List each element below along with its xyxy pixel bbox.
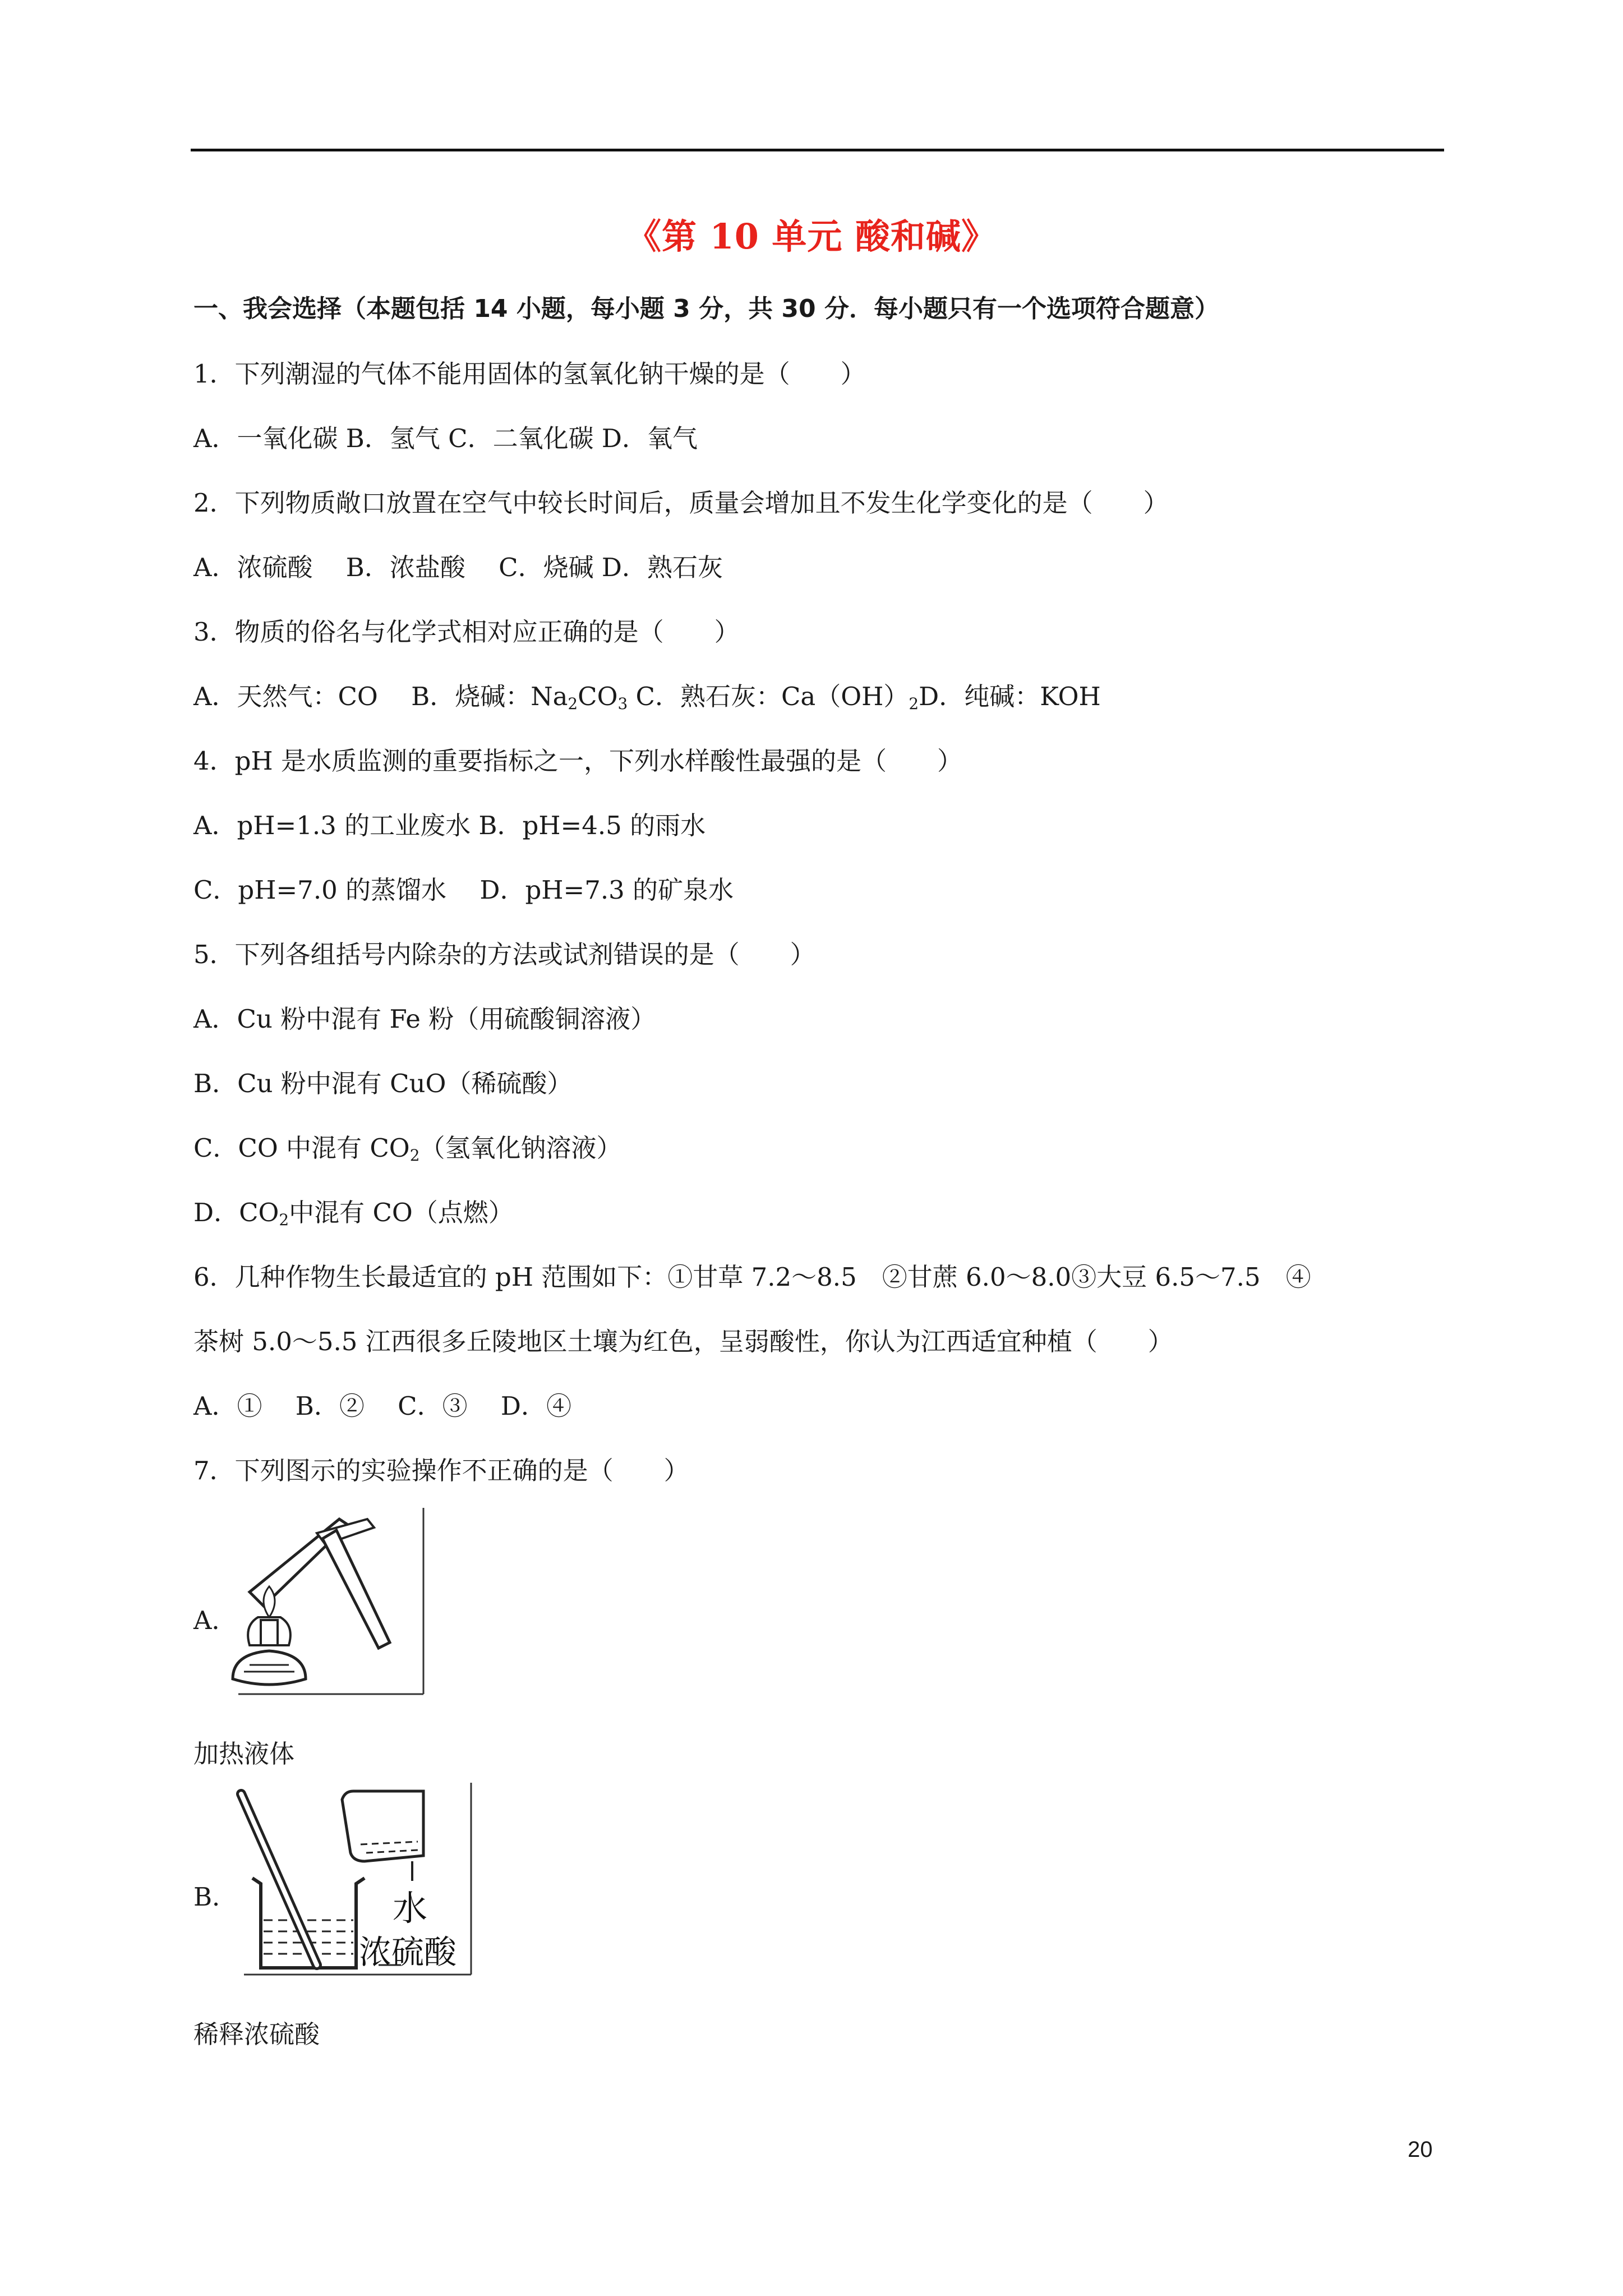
- question-4-options-1: A．pH=1.3 的工业废水 B．pH=4.5 的雨水: [193, 811, 706, 840]
- q7-option-b-caption: 稀释浓硫酸: [193, 2019, 320, 2049]
- page-title: 《第 10 单元 酸和碱》: [626, 216, 997, 257]
- question-4-options-2: C．pH=7.0 的蒸馏水 D．pH=7.3 的矿泉水: [193, 875, 734, 905]
- q3-subscript: 3: [617, 694, 628, 713]
- q3-option-d: D．纯碱：KOH: [919, 682, 1101, 711]
- q5-option-c-post: （氢氧化钠溶液）: [419, 1133, 622, 1163]
- q3-co: CO: [578, 682, 618, 711]
- q3-subscript: 2: [568, 694, 578, 713]
- page-number: 20: [1408, 2137, 1433, 2162]
- question-1-stem: 1．下列潮湿的气体不能用固体的氢氧化钠干燥的是（ ）: [193, 359, 866, 389]
- q7-option-b-label: B．: [193, 1882, 238, 1912]
- question-6-options: A．① B．② C．③ D．④: [193, 1391, 571, 1421]
- question-3-options: [193, 682, 1101, 712]
- question-7-stem: 7．下列图示的实验操作不正确的是（ ）: [193, 1456, 689, 1485]
- q3-option-c: C．熟石灰：Ca（OH）: [628, 682, 909, 711]
- section-heading: 一、我会选择（本题包括 14 小题，每小题 3 分，共 30 分．每小题只有一个选项符合题意）: [193, 295, 1219, 323]
- question-6-stem-1: 6．几种作物生长最适宜的 pH 范围如下：①甘草 7.2～8.5 ②甘蔗 6.0～8.0③大豆 6.5～7.5 ④: [193, 1262, 1311, 1292]
- concentrated-acid-label: 浓硫酸: [359, 1933, 457, 1971]
- q3-option-a-b: A．天然气：CO B．烧碱：Na: [193, 682, 568, 711]
- question-2-options: A．浓硫酸 B．浓盐酸 C．烧碱 D．熟石灰: [193, 553, 723, 582]
- question-2-stem: 2．下列物质敞口放置在空气中较长时间后，质量会增加且不发生化学变化的是（ ）: [193, 488, 1169, 518]
- question-5-option-b: B．Cu 粉中混有 CuO（稀硫酸）: [193, 1069, 573, 1098]
- q5-subscript: 2: [409, 1145, 420, 1165]
- question-5-option-c: [193, 1133, 621, 1163]
- q7-option-a-label: A．: [193, 1605, 237, 1635]
- q5-option-d-post: 中混有 CO（点燃）: [289, 1198, 514, 1227]
- question-1-options: A．一氧化碳 B．氢气 C．二氧化碳 D．氧气: [193, 424, 698, 453]
- question-5-option-a: A．Cu 粉中混有 Fe 粉（用硫酸铜溶液）: [193, 1004, 656, 1034]
- heating-liquid-figure: [227, 1508, 429, 1696]
- question-5-option-d: [193, 1198, 514, 1228]
- question-5-stem: 5．下列各组括号内除杂的方法或试剂错误的是（ ）: [193, 940, 815, 969]
- header-rule: [191, 149, 1444, 151]
- q5-option-d-pre: D．CO: [193, 1198, 279, 1227]
- q3-subscript: 2: [909, 694, 919, 713]
- q7-option-a-caption: 加热液体: [193, 1739, 295, 1769]
- question-3-stem: 3．物质的俗名与化学式相对应正确的是（ ）: [193, 617, 740, 647]
- water-label: 水: [393, 1888, 428, 1929]
- q5-subscript: 2: [279, 1210, 289, 1229]
- question-6-stem-2: 茶树 5.0～5.5 江西很多丘陵地区土壤为红色，呈弱酸性，你认为江西适宜种植（ ）: [193, 1327, 1173, 1356]
- dilute-sulfuric-acid-figure: [233, 1783, 479, 1976]
- question-4-stem: 4．pH 是水质监测的重要指标之一，下列水样酸性最强的是（ ）: [193, 746, 962, 776]
- q5-option-c-pre: C．CO 中混有 CO: [193, 1133, 410, 1163]
